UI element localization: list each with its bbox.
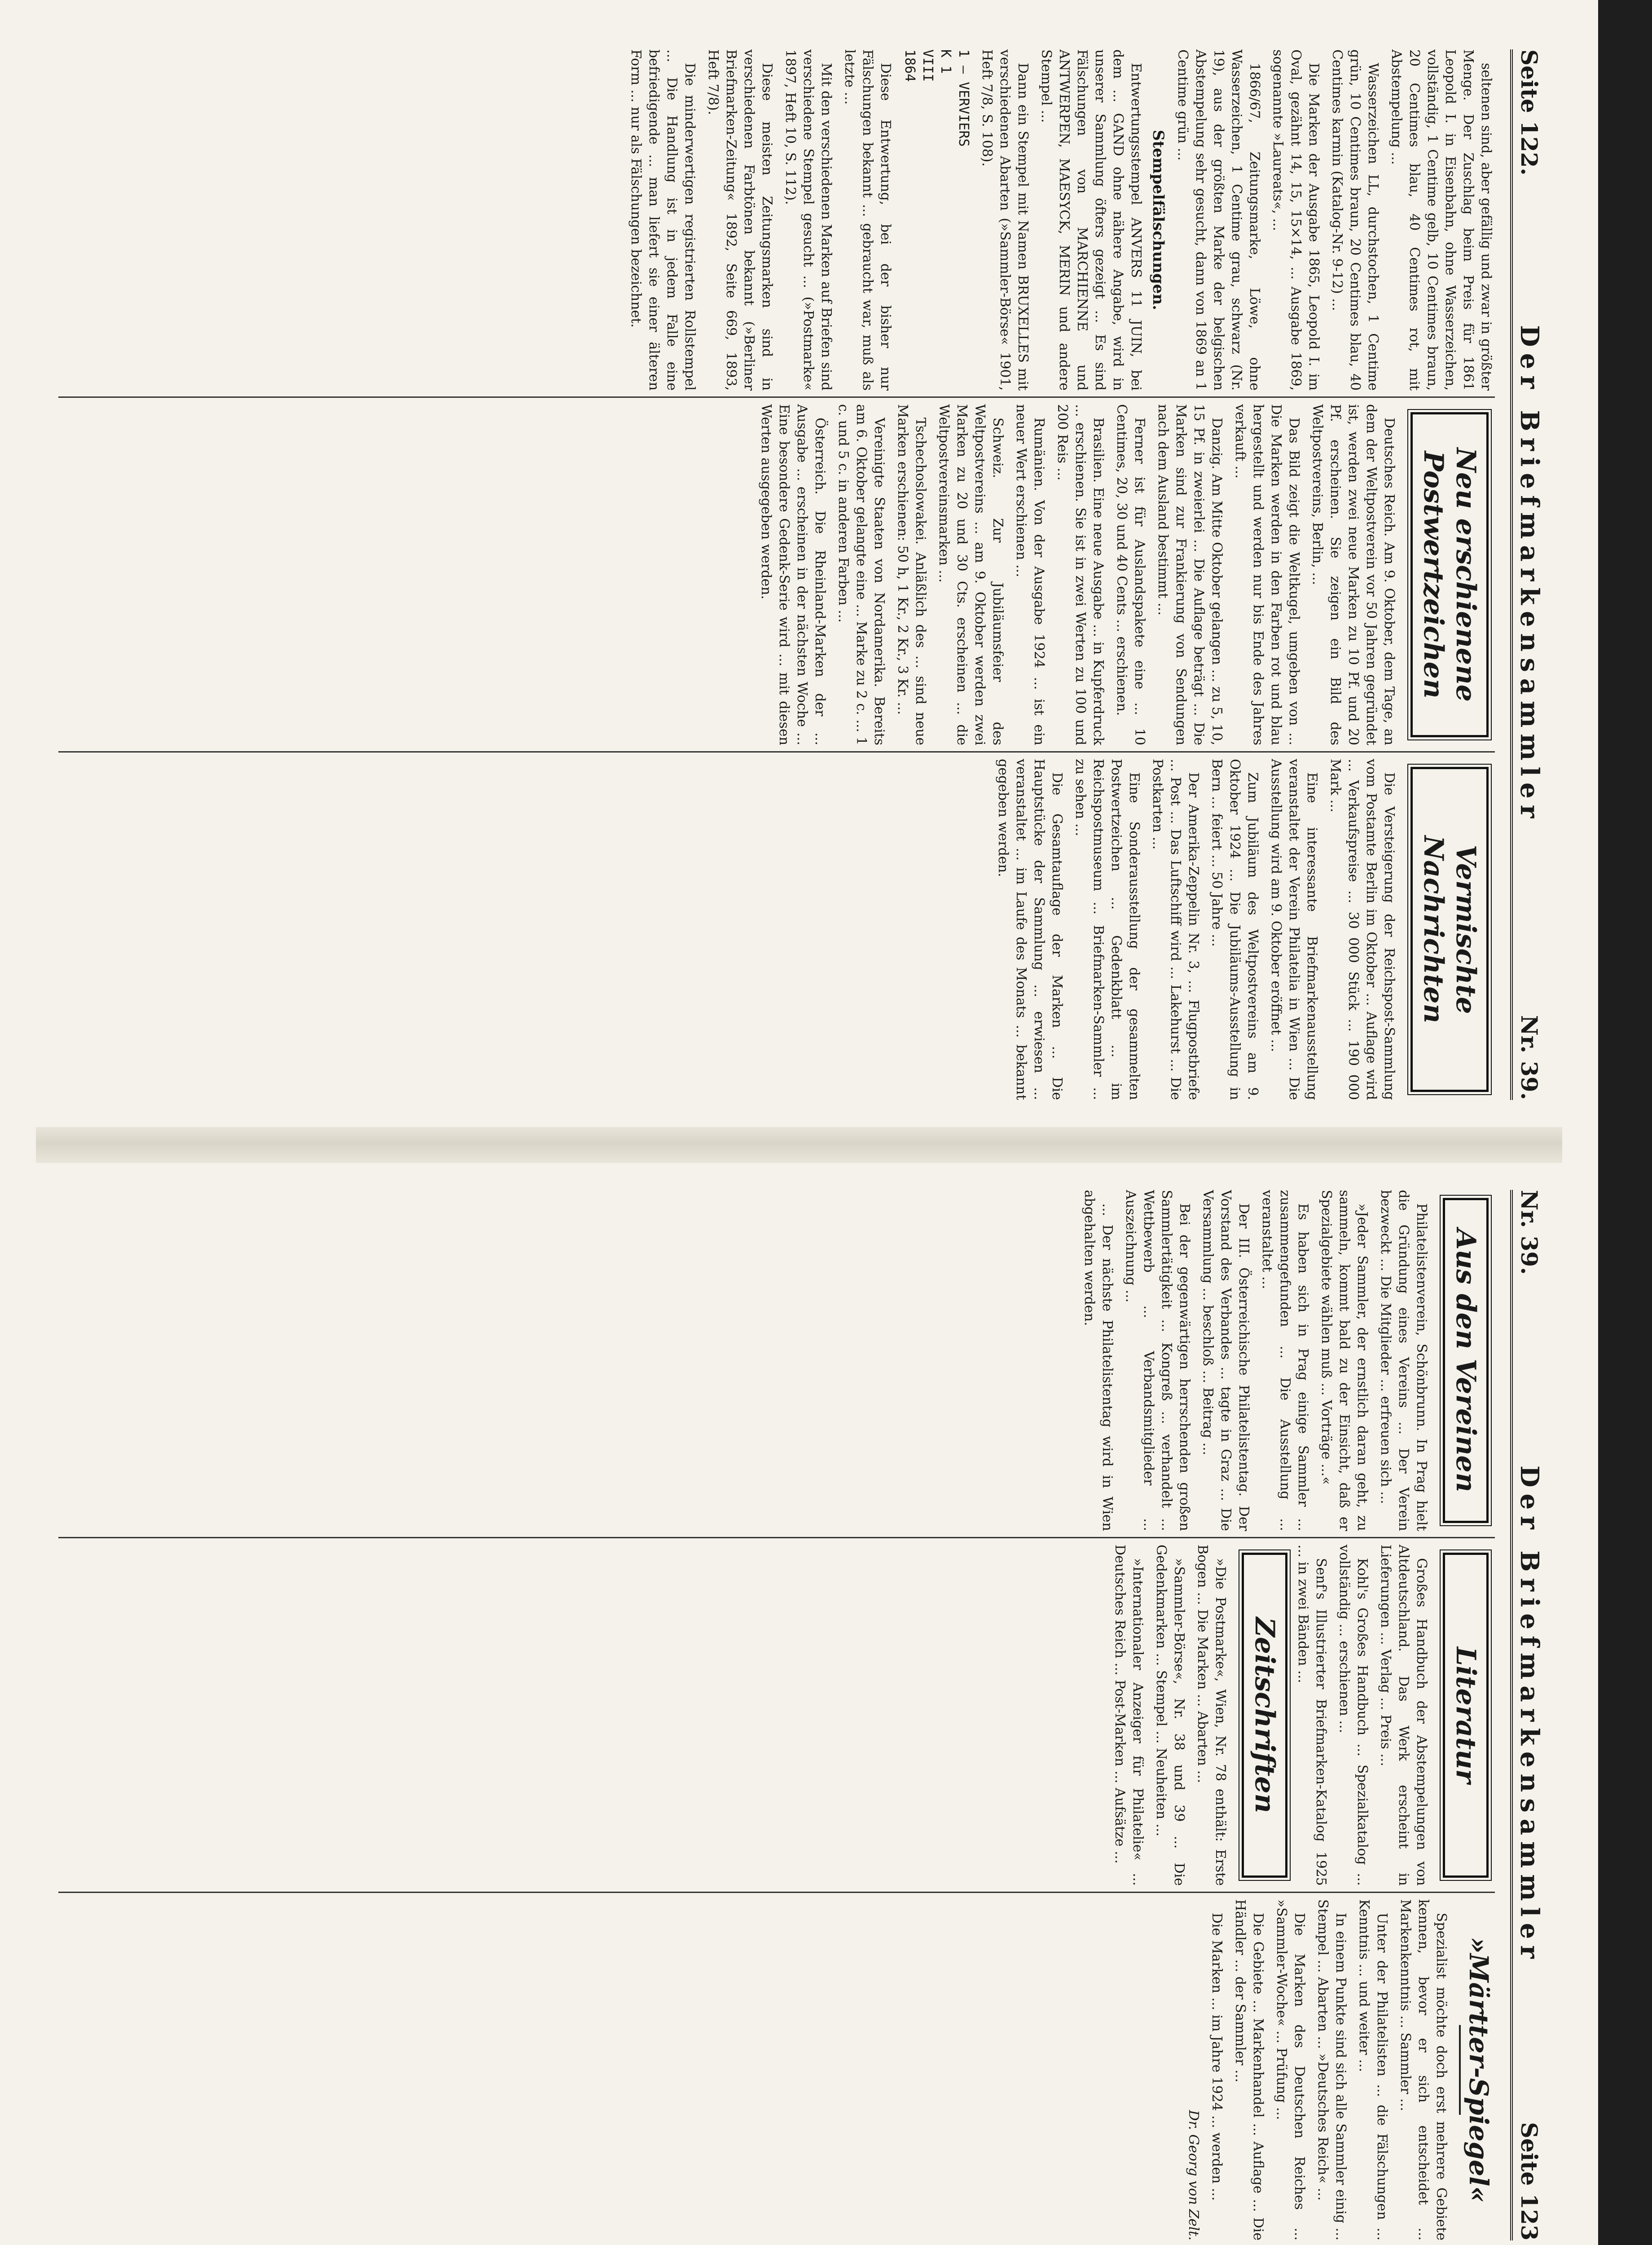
paragraph: Diese Entwertung, bei der bisher nur Fälschungen bekannt ... gebraucht war, muß als letzte ... (842, 49, 893, 391)
section-header-mirror: »Märtter-Spiegel« (1463, 1937, 1494, 2203)
newspaper-title-left: Der Briefmarkensammler (1515, 325, 1544, 824)
section-header-literature: Literatur (1443, 1553, 1489, 1878)
postmark-line: K 1 (938, 49, 953, 74)
paragraph: Die Marken der Ausgabe 1865, Leopold I. im Oval, gezähnt 14, 15, 15×14, ... Ausgabe 1869, sogenannte »Laureats«, ... (1270, 49, 1322, 391)
paragraph: Diese meisten Zeitungsmarken sind in verschiedenen Farbtönen bekannt (»Berliner Briefmarken-Zeitung« 1892, Seite 669, 1893, Heft 7/8). (705, 49, 775, 391)
page-122 (36, 22, 1562, 1127)
section-subhead: Stempelfälschungen. (1149, 130, 1167, 310)
paragraph: Kohl's Großes Handbuch ... Spezialkatalog ... vollständig ... erschienen ... (1336, 1545, 1370, 1886)
paragraph: Danzig. Am Mitte Oktober gelangen ... zu 5, 10, 15 Pf. in zweierlei ... Die Auflage beträgt ... Die Marken sind zur Frankierung von Sendungen nach dem Ausland bestimmt ... (1155, 404, 1225, 745)
scanner-edge (1598, 0, 1652, 2245)
column-rule (58, 1537, 1495, 1538)
paragraph: Dann ein Stempel mit Namen BRUXELLES mit verschiedenen Abarten (»Sammler-Börse« 1901, Heft 7/8, S. 108). (979, 49, 1031, 391)
author-signature: Dr. Georg von Zelt. (1186, 2110, 1201, 2241)
paragraph: »Die Postmarke«, Wien, Nr. 78 enthält: Erste Bogen ... Die Marken ... Abarten ... (1195, 1545, 1228, 1886)
paragraph: Brasilien. Eine neue Ausgabe ... in Kupferdruck ... erschienen. Sie ist in zwei Werten zu 100 und 200 Reis ... (1054, 404, 1106, 745)
paragraph: Großes Handbuch der Abstempelungen von Altdeutschland. Das Werk erscheint in Lieferungen ... Verlag ... Preis ... (1378, 1545, 1429, 1886)
paragraph: 1866/67, Zeitungsmarke, Löwe, ohne Wasserzeichen, 1 Centime grau, schwarz (Nr. 19), aus der größten Marke der belgischen Abstempelung sehr gesucht, dann von 1869 an 1 Centime grün ... (1175, 49, 1262, 391)
paragraph: Der Amerika-Zeppelin Nr. 3, ... Flugpostbriefe ... Post ... Das Luftschiff wird ... Lakehurst ... Die Postkarten ... (1150, 759, 1201, 1100)
paragraph: Die Versteigerung der Reichspost-Sammlung vom Postamte Berlin im Oktober ... Auflage wird ... Verkaufspreise ... 30 000 Stück ... 190 000 Mark ... (1327, 759, 1397, 1100)
paragraph: Unter der Philatelisten ... die Fälschungen ... Kenntnis ... und weiter ... (1356, 1899, 1390, 2241)
paragraph: Der III. Österreichische Philatelistentag. Der Vorstand des Verbandes ... tagte in Graz ... Die Versammlung ... beschloß ... Beitrag ... (1200, 1190, 1252, 1531)
column-rule (58, 1892, 1495, 1893)
column-rule (58, 396, 1495, 398)
right-column-3 (58, 1899, 1495, 2241)
page-number-right: Seite 123 (1516, 2122, 1542, 2241)
paragraph: seltenen sind, aber gefällig und zwar in größter Menge. Der Zuschlag beim Preis für 1861 Leopold I. in Eisenbahn, ohne Wasserzeichen, vollständig, 1 Centime gelb, 10 Centimes braun, 20 Centimes blau, 40 Centimes rot, mit Abstempelung ... (1388, 49, 1494, 391)
paragraph: Mit den verschiedenen Marken auf Briefen sind verschiedene Stempel gesucht ... (»Postmarke« 1897, Heft 10, S. 112). (782, 49, 834, 391)
postmark-line: 1864 (902, 49, 918, 82)
right-column-2 (58, 1545, 1495, 1886)
issue-number-right: Nr. 39. (1516, 1190, 1542, 1275)
title-underline (1459, 2025, 1461, 2115)
paragraph: Zum Jubiläum des Weltpostvereins am 9. Oktober 1924 ... Die Jubiläums-Ausstellung in Bern ... feiert ... 50 Jahre ... (1209, 759, 1261, 1100)
left-column-1 (58, 49, 1495, 391)
postmark-example (901, 49, 972, 391)
paragraph: Die Marken des Deutschen Reiches ... »Sammler-Woche« ... Prüfung ... (1274, 1899, 1307, 2241)
issue-number-left: Nr. 39. (1516, 1015, 1542, 1100)
paragraph: Das Bild zeigt die Weltkugel, umgeben von ... Die Marken werden in den Farben rot und blau hergestellt und werden nur bis Ende des Jahres verkauft ... (1232, 404, 1302, 745)
paragraph: »Internationaler Anzeiger für Philatelie« ... Deutsches Reich ... Post-Marken ... Aufsätze ... (1112, 1545, 1146, 1886)
paragraph: Die Gesamtauflage der Marken ... Die Hauptstücke der Sammlung ... erwiesen ... veranstaltet ... im Laufe des Monats ... bekannt gegeben werden. (995, 759, 1065, 1100)
paragraph: Eine interessante Briefmarkenausstellung veranstaltet der Verein Philatelia in Wien ... Die Ausstellung wird am 9. Oktober eröffnet ... (1268, 759, 1320, 1100)
paragraph: Entwertungsstempel ANVERS 11 JUIN, bei dem ... GAND ohne nähere Angabe, wird in unserer Sammlung öfters gezeigt ... Es sind Fälschungen von MARCHIENNE und ANTWERPEN, MAESYCK, MERIN und andere Stempel ... (1038, 49, 1144, 391)
right-column-1 (58, 1190, 1495, 1531)
paragraph: Die Marken ... im Jahre 1924 ... werden ... (1209, 1913, 1225, 2201)
paragraph: ... Der nächste Philatelistentag wird in Wien abgehalten werden. (1081, 1190, 1115, 1531)
page-gutter (36, 1127, 1562, 1163)
postmark-line: VIII (920, 49, 936, 82)
newspaper-spread (36, 22, 1562, 2245)
paragraph: Ferner ist für Auslandspakete eine ... 10 Centimes, 20, 30 und 40 Cents ... erschienen. (1114, 404, 1147, 745)
paragraph: Rumänien. Von der Ausgabe 1924 ... ist ein neuer Wert erschienen ... (1013, 404, 1047, 745)
paragraph: Eine Sonderausstellung der gesammelten Postwertzeichen ... Gedenkblatt ... im Reichspostmuseum ... Briefmarken-Sammler ... zu sehen ... (1072, 759, 1142, 1100)
paragraph: Die minderwertigen registrierten Rollstempel ... Die Handlung ist in jedem Falle eine befriedigende ... man liefert sie einer älteren Form ... nur als Fälschungen bezeichnet. (628, 49, 698, 391)
newspaper-title-right: Der Briefmarkensammler (1515, 1466, 1544, 1965)
running-head-left (1510, 49, 1549, 1100)
paragraph: Philatelistenverein, Schönbrunn. In Prag hielt die Gründung eines Vereins ... Der Verein bezweckt ... Die Mitglieder ... erfreuen sich ... (1378, 1190, 1429, 1531)
paragraph: »Sammler-Börse«, Nr. 38 und 39 ... Die Gedenkmarken ... Stempel ... Neuheiten ... (1153, 1545, 1187, 1886)
section-header-new-issues: Neu erschienene Postwertzeichen (1410, 412, 1489, 737)
page-number-left: Seite 122. (1516, 49, 1542, 176)
paragraph: Wasserzeichen LL, durchstochen, 1 Centime grün, 10 Centimes braun, 20 Centimes blau, 40 Centimes karmin (Katalog-Nr. 9-12) ... (1329, 49, 1381, 391)
running-head-right (1510, 1190, 1549, 2241)
left-column-2 (58, 404, 1495, 745)
paragraph: Senf's Illustrierter Briefmarken-Katalog 1925 ... in zwei Bänden ... (1295, 1545, 1329, 1886)
paragraph: Schweiz. Zur Jubiläumsfeier des Weltpostvereins ... am 9. Oktober werden zwei Marken zu 20 und 30 Cts. erscheinen ... die Weltpostvereinsmarken ... (936, 404, 1006, 745)
paragraph: Tschechoslowakei. Anläßlich des ... sind neue Marken erschienen: 50 h, 1 Kr., 2 Kr., 3 Kr. ... (895, 404, 928, 745)
paragraph: Es haben sich in Prag einige Sammler ... zusammengefunden ... Die Ausstellung ... veranstaltet ... (1259, 1190, 1311, 1531)
section-header-misc-news: Vermischte Nachrichten (1410, 767, 1489, 1092)
section-header-associations: Aus den Vereinen (1443, 1198, 1489, 1523)
paragraph: Österreich. Die Rheinland-Marken der ... Ausgabe ... erscheinen in der nächsten Woche ... Eine besondere Gedenk-Serie wird ... mit diesen Werten ausgegeben werden. (758, 404, 828, 745)
page-123 (36, 1163, 1562, 2245)
left-column-3 (58, 759, 1495, 1100)
section-header-periodicals: Zeitschriften (1242, 1553, 1287, 1878)
paragraph: Spezialist möchte doch erst mehrere Gebiete kennen, bevor er sich entscheidet ... Markenkenntnis ... Sammler ... (1397, 1899, 1449, 2241)
paragraph: Deutsches Reich. Am 9. Oktober, dem Tage, an dem der Weltpostverein vor 50 Jahren gegründet ist, werden zwei neue Marken zu 10 Pf. und 20 Pf. erscheinen. Sie zeigen ein Bild des Weltpostvereins, Berlin, ... (1309, 404, 1397, 745)
column-rule (58, 751, 1495, 753)
paragraph: Die Gebiete ... Markenhandel ... Auflage ... Die Händler ... der Sammler ... (1232, 1899, 1266, 2241)
postmark-line: 1 — VERVIERS (956, 49, 971, 147)
paragraph: In einem Punkte sind sich alle Sammler einig ... Stempel ... Abarten ... »Deutsches Reich« ... (1315, 1899, 1349, 2241)
paragraph: Vereinigte Staaten von Nordamerika. Bereits am 6. Oktober gelangte eine ... Marke zu 2 c. ... 1 c. und 5 c. in anderen Farben ... (835, 404, 887, 745)
paragraph: Bei der gegenwärtigen herrschenden großen Sammlertätigkeit ... Kongreß ... verhandelt ... Wettbewerb ... Verbandsmitglieder ... Auszeichnung ... (1123, 1190, 1192, 1531)
paragraph: »Jeder Sammler, der ernstlich daran geht, zu sammeln, kommt bald zu der Einsicht, daß er Spezialgebiete wählen muß ... Vorträge ...« (1318, 1190, 1370, 1531)
